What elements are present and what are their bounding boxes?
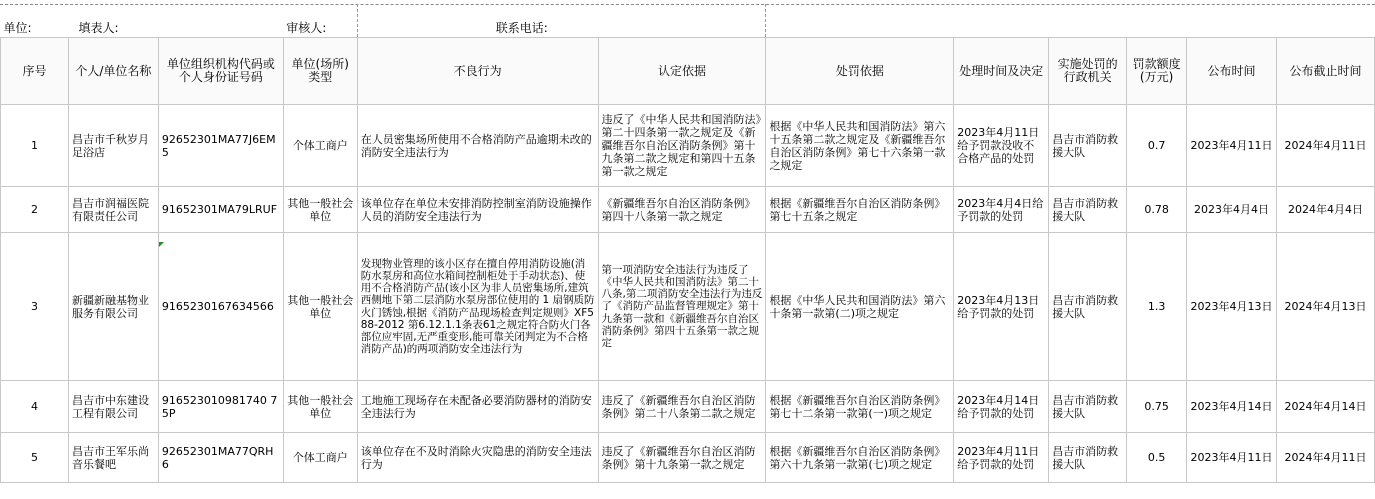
cell-code[interactable]: 92652301MA77QRH6 (158, 433, 283, 483)
header-name: 个人/单位名称 (68, 38, 158, 105)
cell-no[interactable]: 3 (1, 233, 69, 381)
cell-code[interactable]: 91652301MA79LRUF (158, 187, 283, 233)
reviewer-label: 审核人: (286, 21, 327, 35)
cell-behavior[interactable]: 在人员密集场所使用不合格消防产品逾期未改的消防安全违法行为 (357, 105, 598, 187)
table-row (1, 381, 1375, 433)
cell-pub-date[interactable]: 2023年4月4日 (1187, 187, 1277, 233)
cell-behavior[interactable]: 该单位存在不及时消除火灾隐患的消防安全违法行为 (357, 433, 598, 483)
unit-label: 单位: (3, 21, 32, 35)
cell-end-date[interactable]: 2024年4月11日 (1277, 105, 1375, 187)
table-row (1, 105, 1375, 187)
header-type: 单位(场所)类型 (283, 38, 357, 105)
cell-type[interactable]: 其他一般社会单位 (283, 233, 357, 381)
cell-fine[interactable]: 0.75 (1127, 381, 1187, 433)
spreadsheet-table (0, 4, 1375, 483)
cell-fine[interactable]: 1.3 (1127, 233, 1187, 381)
phone-label: 联系电话: (357, 4, 766, 38)
cell-end-date[interactable]: 2024年4月11日 (1277, 433, 1375, 483)
cell-no[interactable]: 4 (1, 381, 69, 433)
header-pub-date: 公布时间 (1187, 38, 1277, 105)
cell-code[interactable]: 92652301MA77J6EM5 (158, 105, 283, 187)
cell-behavior[interactable]: 该单位存在单位未安排消防控制室消防设施操作人员的消防安全违法行为 (357, 187, 598, 233)
cell-decision[interactable]: 2023年4月4日给予罚款的处罚 (954, 187, 1049, 233)
cell-fine[interactable]: 0.5 (1127, 433, 1187, 483)
cell-fine[interactable]: 0.7 (1127, 105, 1187, 187)
cell-name[interactable]: 昌吉市千秋岁月足浴店 (68, 105, 158, 187)
cell-basis[interactable]: 《新疆维吾尔自治区消防条例》第四十八条第一款之规定 (598, 187, 766, 233)
cell-pub-date[interactable]: 2023年4月11日 (1187, 105, 1277, 187)
cell-penalty-basis[interactable]: 根据《中华人民共和国消防法》第六十五条第二款之规定及《新疆维吾尔自治区消防条例》第七十六条第一款之规定 (766, 105, 954, 187)
cell-agency[interactable]: 昌吉市消防救援大队 (1049, 105, 1127, 187)
cell-no[interactable]: 2 (1, 187, 69, 233)
header-end-date: 公布截止时间 (1277, 38, 1375, 105)
cell-type[interactable]: 个体工商户 (283, 105, 357, 187)
header-behavior: 不良行为 (357, 38, 598, 105)
cell-decision[interactable]: 2023年4月11日给予罚款没收不合格产品的处罚 (954, 105, 1049, 187)
header-row (1, 38, 1375, 105)
table-row (1, 233, 1375, 381)
cell-type[interactable]: 其他一般社会单位 (283, 381, 357, 433)
filler-label: 填表人: (78, 21, 119, 35)
cell-type[interactable]: 其他一般社会单位 (283, 187, 357, 233)
table-row (1, 187, 1375, 233)
header-no: 序号 (1, 38, 69, 105)
cell-penalty-basis[interactable]: 根据《新疆维吾尔自治区消防条例》第七十五条之规定 (766, 187, 954, 233)
cell-fine[interactable]: 0.78 (1127, 187, 1187, 233)
cell-pub-date[interactable]: 2023年4月13日 (1187, 233, 1277, 381)
cell-end-date[interactable]: 2024年4月13日 (1277, 233, 1375, 381)
cell-pub-date[interactable]: 2023年4月14日 (1187, 381, 1277, 433)
cell-basis[interactable]: 违反了《新疆维吾尔自治区消防条例》第二十八条第二款之规定 (598, 381, 766, 433)
header-fine: 罚款额度(万元) (1127, 38, 1187, 105)
cell-behavior[interactable]: 工地施工现场存在未配备必要消防器材的消防安全违法行为 (357, 381, 598, 433)
cell-name[interactable]: 新疆新融基物业服务有限公司 (68, 233, 158, 381)
cell-penalty-basis[interactable]: 根据《新疆维吾尔自治区消防条例》第六十九条第一款第(七)项之规定 (766, 433, 954, 483)
cell-code[interactable]: 9165230167634566 (158, 233, 283, 381)
cell-name[interactable]: 昌吉市中东建设工程有限公司 (68, 381, 158, 433)
header-decision: 处理时间及决定 (954, 38, 1049, 105)
meta-row (1, 4, 1375, 38)
cell-penalty-basis[interactable]: 根据《中华人民共和国消防法》第六十条第一款第(二)项之规定 (766, 233, 954, 381)
header-penalty-basis: 处罚依据 (766, 38, 954, 105)
cell-basis[interactable]: 第一项消防安全违法行为违反了《中华人民共和国消防法》第二十八条,第二项消防安全违法行为违反了《消防产品监督管理规定》第十九条第一款和《新疆维吾尔自治区消防条例》第四十五条第一款之规定 (598, 233, 766, 381)
cell-decision[interactable]: 2023年4月14日给予罚款的处罚 (954, 381, 1049, 433)
cell-end-date[interactable]: 2024年4月4日 (1277, 187, 1375, 233)
cell-no[interactable]: 5 (1, 433, 69, 483)
cell-code[interactable]: 916523010981740 75P (158, 381, 283, 433)
cell-name[interactable]: 昌吉市润福医院有限责任公司 (68, 187, 158, 233)
cell-decision[interactable]: 2023年4月11日给予罚款的处罚 (954, 433, 1049, 483)
header-agency: 实施处罚的行政机关 (1049, 38, 1127, 105)
cell-behavior[interactable]: 发现物业管理的该小区存在擅自停用消防设施(消防水泵房和高位水箱间控制柜处于手动状态)、使用不合格消防产品(该小区为非人员密集场所,建筑西侧地下第二层消防水泵房部位使用的 1 扇钢质防火门锈蚀,根据《消防产品现场检查判定规则》XF588-2012 第6.12.1.1条表61之规定符合防火门各部位应牢固,无严重变形,能可靠关闭判定为不合格消防产品)的两项消防安全违法行为 (357, 233, 598, 381)
cell-name[interactable]: 昌吉市王军乐尚音乐餐吧 (68, 433, 158, 483)
header-basis: 认定依据 (598, 38, 766, 105)
cell-penalty-basis[interactable]: 根据《新疆维吾尔自治区消防条例》第七十二条第一款第(一)项之规定 (766, 381, 954, 433)
cell-decision[interactable]: 2023年4月13日给予罚款的处罚 (954, 233, 1049, 381)
cell-basis[interactable]: 违反了《中华人民共和国消防法》第二十四条第一款之规定及《新疆维吾尔自治区消防条例》第十九条第二款之规定和第四十五条第一款之规定 (598, 105, 766, 187)
table-row (1, 433, 1375, 483)
cell-no[interactable]: 1 (1, 105, 69, 187)
header-code: 单位组织机构代码或个人身份证号码 (158, 38, 283, 105)
cell-pub-date[interactable]: 2023年4月11日 (1187, 433, 1277, 483)
cell-agency[interactable]: 昌吉市消防救援大队 (1049, 381, 1127, 433)
cell-end-date[interactable]: 2024年4月14日 (1277, 381, 1375, 433)
cell-basis[interactable]: 违反了《新疆维吾尔自治区消防条例》第十九条第一款之规定 (598, 433, 766, 483)
cell-agency[interactable]: 昌吉市消防救援大队 (1049, 233, 1127, 381)
cell-agency[interactable]: 昌吉市消防救援大队 (1049, 433, 1127, 483)
cell-type[interactable]: 个体工商户 (283, 433, 357, 483)
cell-agency[interactable]: 昌吉市消防救援大队 (1049, 187, 1127, 233)
